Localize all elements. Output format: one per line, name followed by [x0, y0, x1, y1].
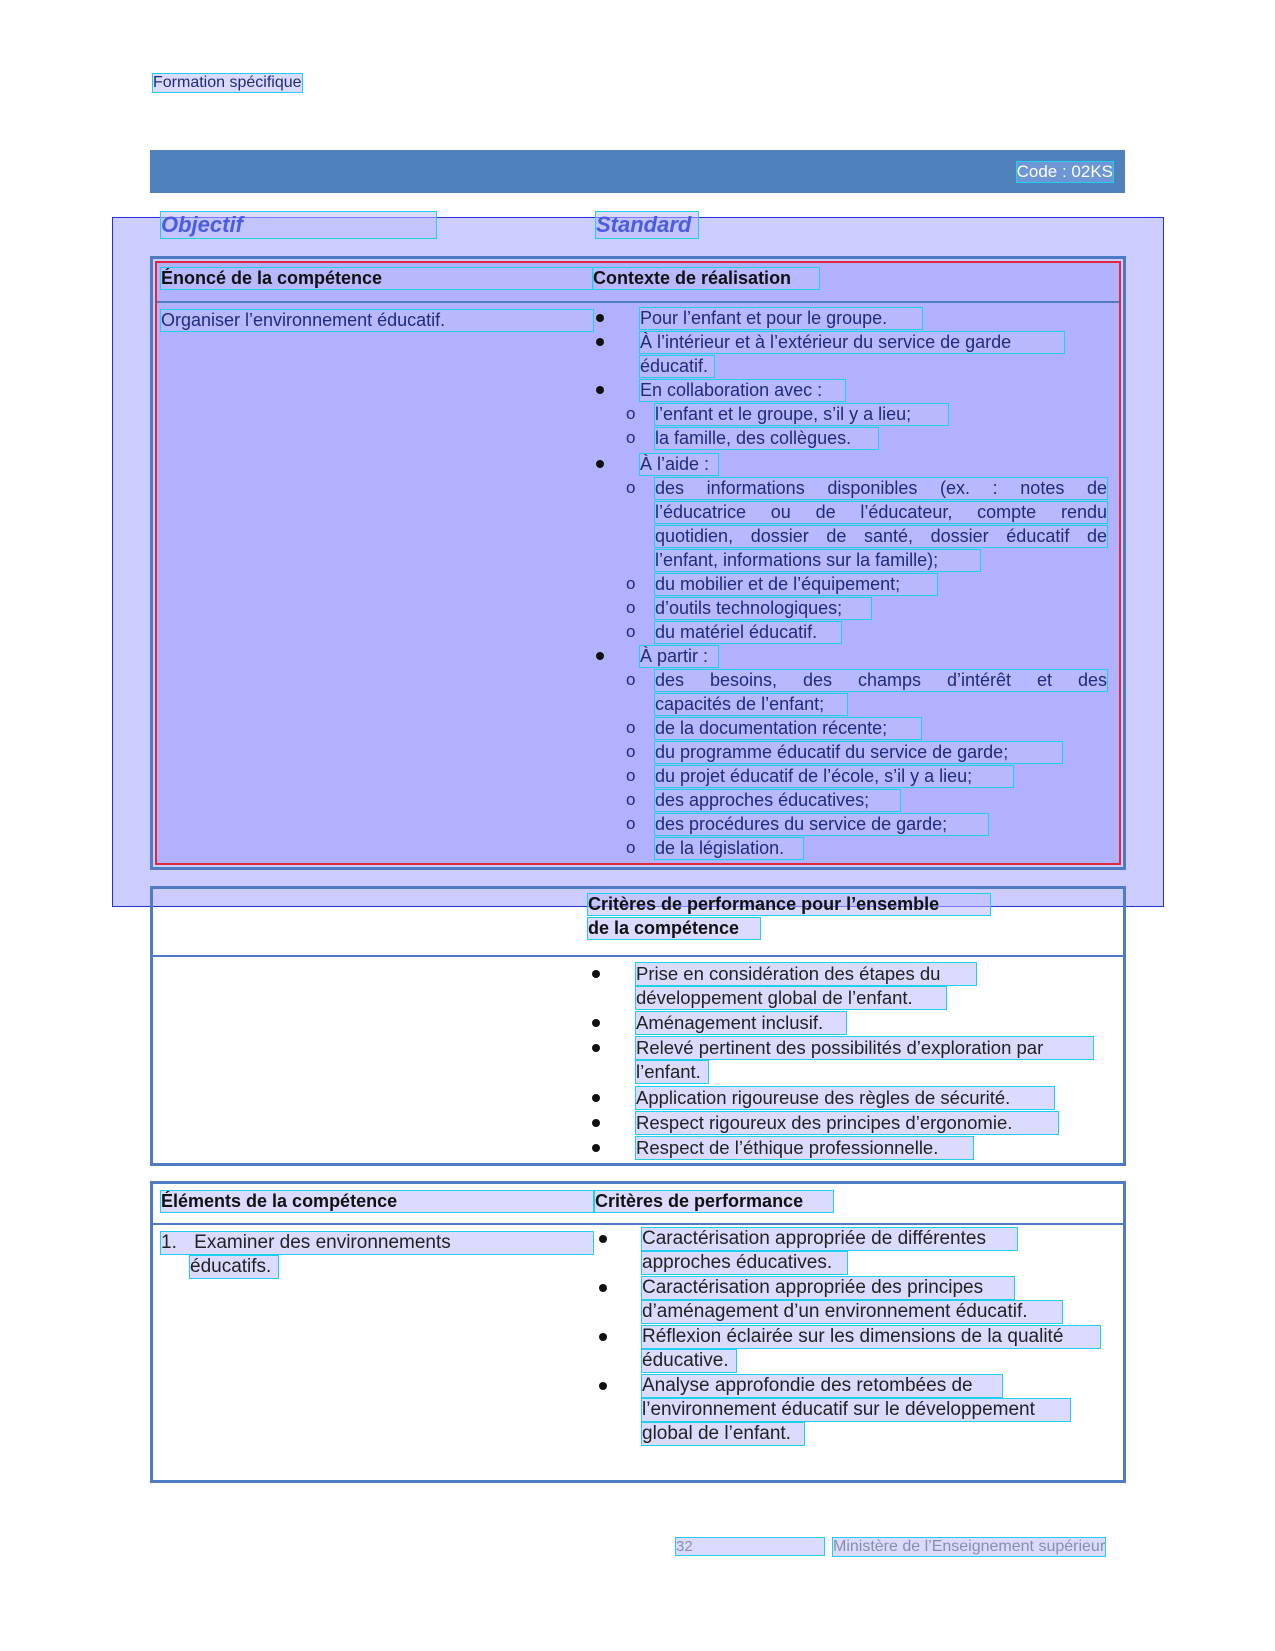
competence-statement: Organiser l’environnement éducatif.: [161, 310, 593, 331]
context-sub-item: l’enfant et le groupe, s’il y a lieu;: [655, 404, 948, 425]
bullet-dot: [592, 1119, 600, 1127]
element-criterion-continued: d’aménagement d’un environnement éducatif.: [642, 1301, 1062, 1323]
bullet-dot: [599, 1284, 607, 1292]
bullet-dot: [592, 970, 600, 978]
objective-heading: Objectif: [161, 212, 436, 238]
sub-bullet-mark: o: [626, 718, 636, 737]
context-sub-item: d’outils technologiques;: [655, 598, 871, 619]
bullet-dot: [596, 386, 604, 394]
footer-ministry: Ministère de l’Enseignement supérieur: [833, 1538, 1106, 1555]
overall-criterion: Respect rigoureux des principes d’ergonomie.: [636, 1112, 1058, 1134]
context-sub-item: des informations disponibles (ex. : notes de: [655, 478, 1107, 498]
overall-criterion-continued: développement global de l’enfant.: [636, 987, 946, 1009]
sub-bullet-mark: o: [626, 574, 636, 593]
element-criterion-continued: l’environnement éducatif sur le développement: [642, 1399, 1070, 1421]
element-criterion-continued: éducative.: [642, 1350, 736, 1372]
page-number: 32: [676, 1538, 824, 1555]
code-banner: [150, 150, 1125, 193]
sub-bullet-mark: o: [626, 838, 636, 857]
overall-criterion-continued: l’enfant.: [636, 1061, 708, 1083]
context-sub-item: de la législation.: [655, 838, 803, 859]
sub-bullet-mark: o: [626, 742, 636, 761]
overall-criterion: Respect de l’éthique professionnelle.: [636, 1137, 973, 1159]
context-bullet-continued: éducatif.: [640, 356, 714, 377]
context-sub-item: des besoins, des champs d’intérêt et des: [655, 670, 1107, 690]
element-number: 1.: [161, 1232, 177, 1253]
bullet-dot: [596, 652, 604, 660]
bullet-dot: [592, 1044, 600, 1052]
sub-bullet-mark: o: [626, 428, 636, 447]
bullet-dot: [599, 1382, 607, 1390]
context-sub-item: du projet éducatif de l’école, s’il y a lieu;: [655, 766, 1013, 787]
overall-criteria-header-continued: de la compétence: [588, 918, 760, 939]
bullet-dot: [599, 1333, 607, 1341]
code-label: Code : 02KS: [1016, 162, 1113, 181]
element-criteria-header: Critères de performance: [595, 1191, 833, 1212]
overall-criterion: Prise en considération des étapes du: [636, 963, 976, 985]
sub-bullet-mark: o: [626, 478, 636, 497]
element-criterion-continued: global de l’enfant.: [642, 1423, 804, 1445]
overall-criterion: Application rigoureuse des règles de sécurité.: [636, 1087, 1054, 1109]
element-criterion: Analyse approfondie des retombées de: [642, 1375, 1002, 1397]
context-sub-item: des approches éducatives;: [655, 790, 900, 811]
bullet-dot: [592, 1019, 600, 1027]
element-item-continued: éducatifs.: [190, 1256, 278, 1278]
context-sub-item: du programme éducatif du service de garde;: [655, 742, 1062, 763]
bullet-dot: [596, 314, 604, 322]
bullet-dot: [592, 1094, 600, 1102]
context-bullet: À partir :: [640, 646, 718, 667]
context-sub-item-continued: l’éducatrice ou de l’éducateur, compte rendu: [655, 502, 1107, 522]
context-bullet: En collaboration avec :: [640, 380, 845, 401]
sub-bullet-mark: o: [626, 622, 636, 641]
context-sub-item: du matériel éducatif.: [655, 622, 841, 643]
sub-bullet-mark: o: [626, 598, 636, 617]
bullet-dot: [592, 1144, 600, 1152]
bullet-dot: [596, 460, 604, 468]
element-item: [161, 1232, 593, 1254]
context-sub-item: de la documentation récente;: [655, 718, 921, 739]
context-bullet: À l’intérieur et à l’extérieur du service de garde: [640, 332, 1064, 353]
competence-statement-header: Énoncé de la compétence: [161, 268, 593, 289]
overall-criterion: Aménagement inclusif.: [636, 1012, 846, 1034]
standard-heading: Standard: [596, 212, 698, 238]
context-sub-item: la famille, des collègues.: [655, 428, 878, 449]
realisation-context-header: Contexte de réalisation: [593, 268, 819, 289]
overall-criteria-header: Critères de performance pour l’ensemble: [588, 894, 990, 915]
elements-header: Éléments de la compétence: [161, 1191, 593, 1212]
element-criterion: Réflexion éclairée sur les dimensions de la qualité: [642, 1326, 1100, 1348]
context-sub-item: du mobilier et de l’équipement;: [655, 574, 937, 595]
element-criterion-continued: approches éducatives.: [642, 1252, 847, 1274]
context-sub-item-continued: quotidien, dossier de santé, dossier éducatif de: [655, 526, 1107, 546]
element-criterion: Caractérisation appropriée de différentes: [642, 1228, 1017, 1250]
context-bullet: Pour l’enfant et pour le groupe.: [640, 308, 922, 329]
context-sub-item-continued: l’enfant, informations sur la famille);: [655, 550, 980, 571]
sub-bullet-mark: o: [626, 404, 636, 423]
running-header: Formation spécifique: [153, 74, 302, 91]
bullet-dot: [596, 338, 604, 346]
context-sub-item-continued: capacités de l’enfant;: [655, 694, 847, 715]
element-criterion: Caractérisation appropriée des principes: [642, 1277, 1014, 1299]
bullet-dot: [599, 1235, 607, 1243]
sub-bullet-mark: o: [626, 814, 636, 833]
sub-bullet-mark: o: [626, 790, 636, 809]
element-text: Examiner des environnements: [194, 1232, 451, 1253]
context-sub-item: des procédures du service de garde;: [655, 814, 988, 835]
sub-bullet-mark: o: [626, 670, 636, 689]
sub-bullet-mark: o: [626, 766, 636, 785]
overall-criterion: Relevé pertinent des possibilités d’exploration par: [636, 1037, 1093, 1059]
context-bullet: À l’aide :: [640, 454, 718, 475]
